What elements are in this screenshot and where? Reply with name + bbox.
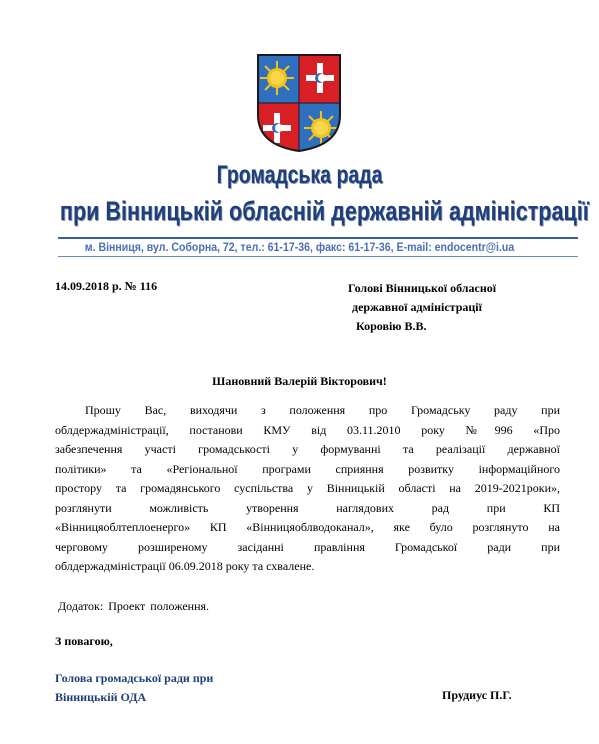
- letter-greeting: Шановний Валерій Вікторович!: [212, 374, 387, 388]
- body-line: облдержадміністрації 06.09.2018 року та схвалене.: [55, 559, 315, 573]
- org-subtitle: при Вінницькій обласній державній адміністрації: [59, 196, 589, 226]
- attachment-note: Додаток: Проект положення.: [58, 599, 210, 613]
- body-line: облдержадміністрації, постанови КМУ від 03.11.2010 року №996 «Про: [55, 422, 560, 437]
- signer-position-line: Голова громадської ради при: [55, 671, 214, 685]
- addressee-line: Коровію В.В.: [356, 319, 427, 333]
- sun-bottom-right-icon: [304, 111, 338, 145]
- signer-name: Прудиус П.Г.: [442, 688, 512, 702]
- letterhead-divider-thin: [58, 256, 578, 257]
- signer-position: [55, 669, 213, 707]
- sun-top-left-icon: [260, 61, 294, 95]
- body-line: забезпечення участі громадськості у формуванні та реалізації державної: [55, 442, 560, 456]
- addressee-block: [348, 279, 496, 336]
- body-line: розглянути можливість утворення наглядових рад при КП: [55, 500, 560, 515]
- closing-phrase: З повагою,: [55, 634, 113, 648]
- letter-date-number: 14.09.2018 р. № 116: [55, 279, 158, 293]
- body-line: Прошу Вас, виходячи з положення про Громадську раду при: [85, 403, 560, 417]
- signer-position-line: Вінницькій ОДА: [55, 690, 147, 704]
- org-title: Громадська рада: [216, 161, 383, 189]
- body-line: черговому розширеному засіданні правління Громадської ради при: [55, 539, 560, 554]
- body-line: «Вінницяоблтеплоенерго» КП «Вінницяоблводоканал», яке було розглянуто на: [55, 520, 560, 534]
- body-line: простору та громадянського суспільства у Вінницькій області на 2019-2021роки»,: [55, 481, 560, 495]
- addressee-line: державної адміністрації: [352, 300, 482, 314]
- letterhead-divider: [58, 237, 578, 239]
- body-line: політики» та «Регіональної програми сприяння розвитку інформаційного: [55, 461, 560, 476]
- org-contacts: м. Вінниця, вул. Соборна, 72, тел.: 61-17-36, факс: 61-17-36, E-mail: endocentr@i.ua: [84, 240, 515, 254]
- coat-of-arms-emblem: [256, 53, 342, 153]
- addressee-line: Голові Вінницької обласної: [348, 281, 497, 295]
- letter-body: [55, 401, 560, 577]
